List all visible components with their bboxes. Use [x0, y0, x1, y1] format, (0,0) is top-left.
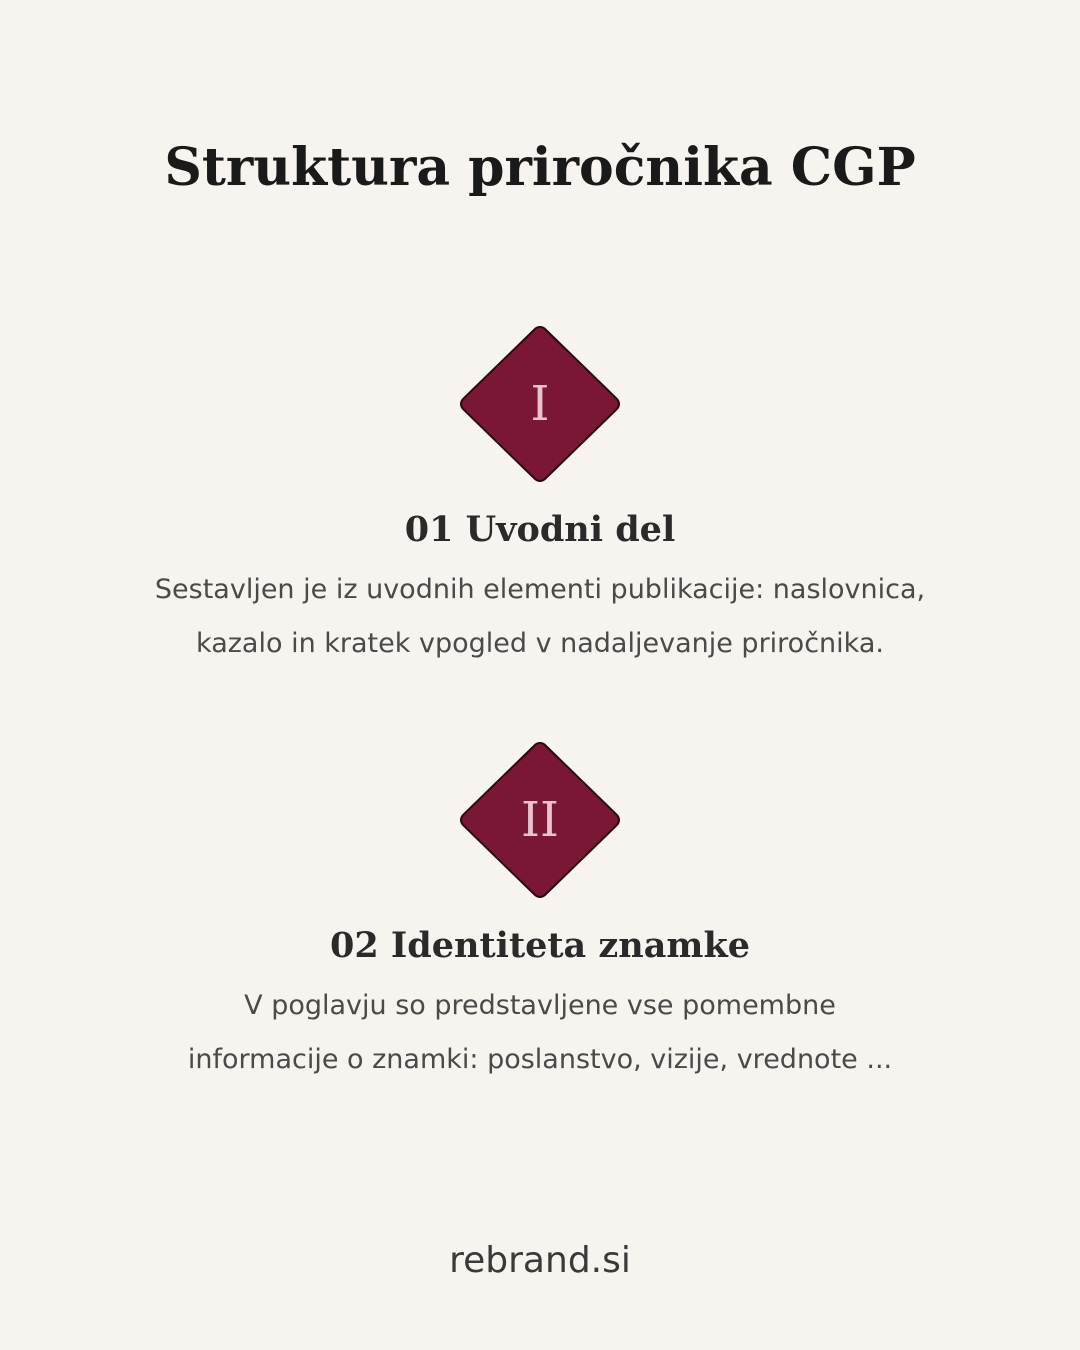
section-heading-2: 02 Identiteta znamke [330, 925, 750, 966]
diamond-badge-2 [457, 741, 623, 899]
section-description-2 [90, 979, 990, 1087]
footer-brand-url: rebrand.si [449, 1240, 631, 1281]
section-description-1 [90, 563, 990, 671]
diamond-badge-1 [457, 325, 623, 483]
description-line: V poglavju so predstavljene vse pomembne [244, 990, 836, 1021]
section-heading-1: 01 Uvodni del [404, 509, 676, 550]
page-title: Struktura priročnika CGP [164, 137, 916, 198]
description-line: kazalo in kratek vpogled v nadaljevanje priročnika. [196, 628, 884, 659]
section-brand-identity [0, 741, 1080, 1087]
roman-numeral-2: II [521, 792, 559, 848]
section-intro [0, 325, 1080, 671]
description-line: informacije o znamki: poslanstvo, vizije, vrednote ... [187, 1044, 893, 1075]
description-line: Sestavljen je iz uvodnih elementi publikacije: naslovnica, [154, 574, 926, 605]
roman-numeral-1: I [530, 376, 550, 432]
